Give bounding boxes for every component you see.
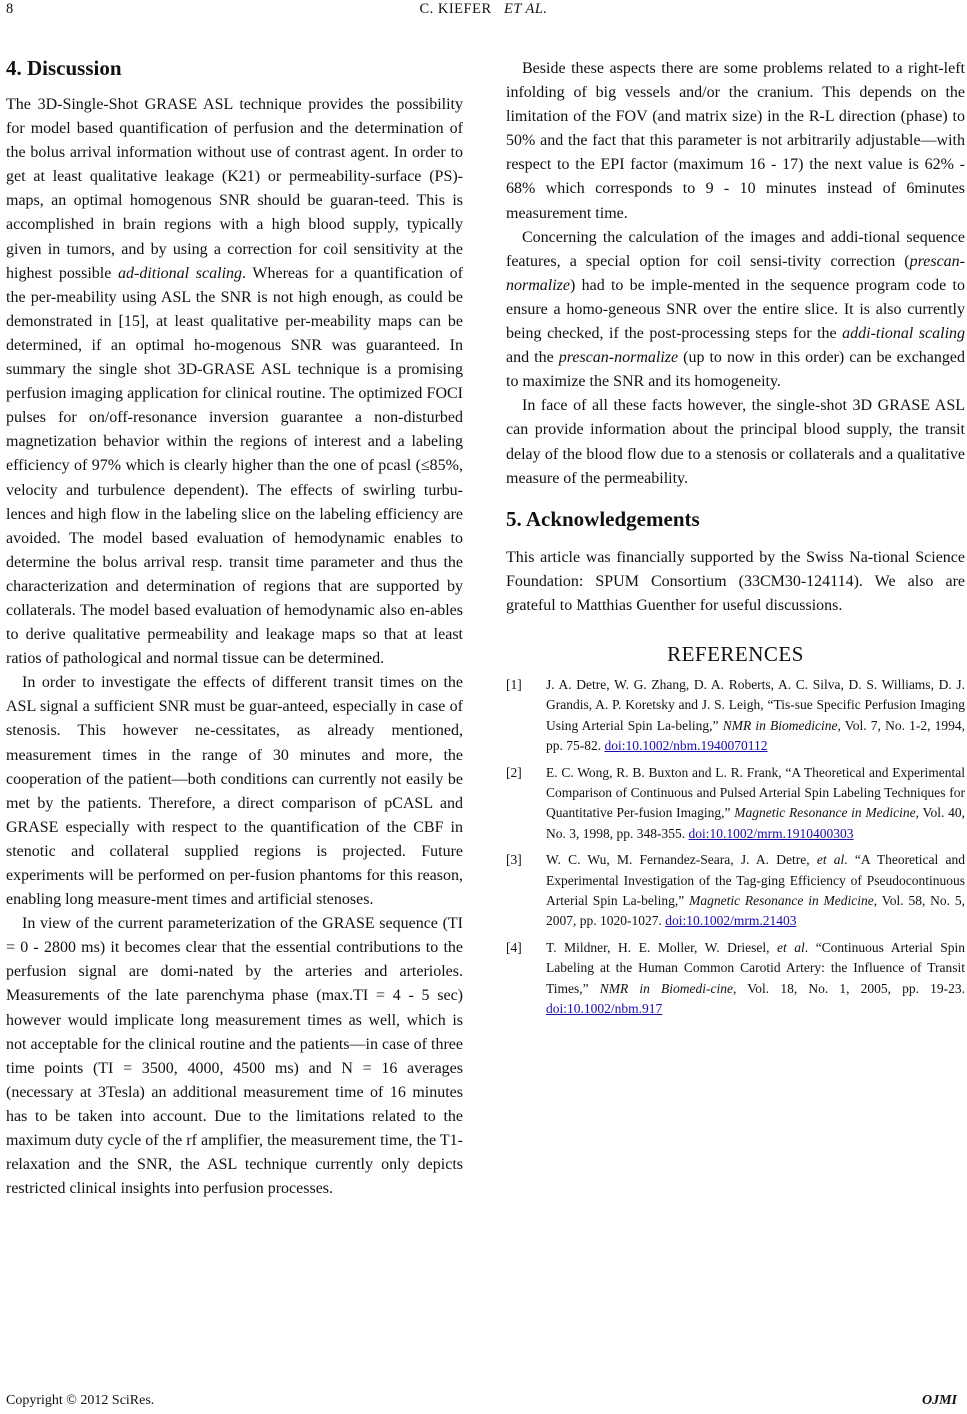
- reference-text: E. C. Wong, R. B. Buxton and L. R. Frank, “A Theoretical and Experimental Comparison of Continuous and Pulsed Arterial Spin Labeling Techniques for Quantitative Per-fusion Imaging,” Magnetic Resonance in Medicine, Vol. 40, No. 3, 1998, pp. 348-355. doi:10.1002/mrm.1910400303: [546, 764, 965, 841]
- journal-abbreviation: OJMI: [921, 1393, 957, 1408]
- discussion-paragraph-3: In view of the current parameterization of the GRASE sequence (TI = 0 - 2800 ms) it becomes clear that the essential contributions to the perfusion signal are domi-nated by the arteries and arterioles. Measurements of the late parenchyma phase (max.TI = 4 - 5 sec) however would implicate long measurement times as well, which is not acceptable for the clinical routine and the patients—in case of three time points (TI = 3500, 4000, 4500 ms) and N = 16 averages (necessary at 3Tesla) an additional measurement time of 16 minutes has to be taken into account. Due to the limitations related to the maximum duty cycle of the rf amplifier, the measurement time, the T1-relaxation and the SNR, the ASL technique currently only depicts restricted clinical insights into perfusion processes.: [6, 915, 463, 1198]
- reference-number: [3]: [506, 852, 522, 868]
- reference-number: [1]: [506, 676, 522, 692]
- page-number: 8: [6, 1, 14, 17]
- page-header: [0, 0, 967, 24]
- discussion-paragraph-2: In order to investigate the effects of different transit times on the ASL signal a sufficient SNR must be guar-anteed, especially in case of stenosis. This however ne-cessitates, as already mentioned, measurement times in the range of 30 minutes and more, the cooperation of the patient—both conditions can currently not easily be met by the patients. Therefore, a direct comparison of pCASL and GRASE especially with respect to the quantification of the CBF in stenotic and collateral supplied regions is projected. Future experiments will be performed on per-fusion phantoms for this reason, enabling long measure-ment times and artificial stenoses.: [6, 674, 463, 909]
- reference-number: [2]: [506, 764, 522, 780]
- reference-item: [506, 938, 965, 1020]
- discussion-paragraph-1: The 3D-Single-Shot GRASE ASL technique provides the possibility for model based quantification of perfusion and the determination of the bolus arrival information without use of contrast agent. In order to get at least qualitative leakage (K21) or permeability-surface (PS)-maps, an optimal homogenous SNR should be guaran-teed. This is accomplished in brain regions with a high blood supply, typically given in tumors, and by using a correction for coil sensitivity at the highest possible ad-ditional scaling. Whereas for a quantification of the per-meability using ASL the SNR is not high enough, as could be demonstrated in [15], at least qualitative per-meability maps can be determined, if an optimal ho-mogenous SNR was guaranteed. In summary the single shot 3D-GRASE ASL technique is a promising perfusion imaging application for clinical routine. The optimized FOCI pulses for on/off-resonance inversion guarantee a non-disturbed magnetization behavior within the regions of interest and a labeling efficiency of 97% which is clearly higher than the one of pcasl (≤85%, velocity and turbulence dependent). The effects of swirling turbu-lences and high flow in the labeling slice on the labeling efficiency are avoided. The model based evaluation of hemodynamic enables to determine the bolus arrival resp. transit time parameter and thus the characterization and determination of regions that are supported by collaterals. The model based evaluation of hemodynamic also en-ables to derive qualitative permeability and leakage maps so that at least ratios of pathological and normal tissue can be determined.: [6, 96, 463, 668]
- reference-item: [506, 675, 965, 757]
- discussion-paragraph-6: In face of all these facts however, the single-shot 3D GRASE ASL can provide information about the principal blood supply, the transit delay of the blood flow due to a stenosis or collaterals and a qualitative measure of the permeability.: [506, 397, 965, 487]
- references-heading: REFERENCES: [667, 641, 804, 666]
- reference-item: [506, 763, 965, 845]
- copyright-text: Copyright © 2012 SciRes.: [6, 1393, 155, 1408]
- discussion-paragraph-5: Concerning the calculation of the images and addi-tional sequence features, a special option for coil sensi-tivity correction (prescan-normalize) had to be imple-mented in the sequence program code to ensure a homo-geneous SNR over the entire slice. It is also currently being checked, if the post-processing steps for the addi-tional scaling and the prescan-normalize (up to now in this order) can be exchanged to maximize the SNR and its homogeneity.: [506, 228, 966, 391]
- left-column: [6, 50, 463, 1201]
- acknowledgements-text: This article was financially supported by the Swiss Na-tional Science Foundation: SPUM Consortium (33CM30-124114). We also are grateful to Matthias Guenther for useful discussions.: [506, 548, 965, 614]
- reference-text: T. Mildner, H. E. Moller, W. Driesel, et al. “Continuous Arterial Spin Labeling at the Human Common Carotid Artery: the Influence of Transit Times,” NMR in Biomedi-cine, Vol. 18, No. 1, 2005, pp. 19-23. doi:10.1002/nbm.917: [546, 939, 966, 1017]
- running-head: [0, 1, 967, 18]
- reference-text: J. A. Detre, W. G. Zhang, D. A. Roberts, A. C. Silva, D. S. Williams, D. J. Grandis, A. P. Koretsky and J. S. Leigh, “Tis-sue Specific Perfusion Imaging Using Arterial Spin La-beling,” NMR in Biomedicine, Vol. 7, No. 1-2, 1994, pp. 75-82. doi:10.1002/nbm.1940070112: [546, 676, 965, 754]
- discussion-paragraph-4: Beside these aspects there are some problems related to a right-left infolding of big vessels and/or the cranium. This depends on the limitation of the FOV (and matrix size) in the R-L direction (phase) to 50% and the fact that this parameter is not arbitrarily adjustable—with respect to the EPI factor (maximum 16 - 17) the next value is 62% - 68% which corresponds to 9 - 10 minutes instead of 6minutes measurement time.: [506, 60, 965, 222]
- running-head-etal: ET AL.: [503, 1, 548, 17]
- doi-link[interactable]: doi:10.1002/nbm.917: [546, 1001, 663, 1017]
- page-footer: [0, 1393, 967, 1413]
- doi-link[interactable]: doi:10.1002/nbm.1940070112: [604, 738, 768, 754]
- running-head-author: C. KIEFER: [419, 1, 492, 17]
- doi-link[interactable]: doi:10.1002/mrm.1910400303: [688, 825, 854, 841]
- doi-link[interactable]: doi:10.1002/mrm.21403: [665, 913, 797, 929]
- acknowledgements-heading: 5. Acknowledgements: [506, 506, 700, 531]
- discussion-heading: 4. Discussion: [6, 56, 122, 80]
- right-column: [506, 57, 965, 1019]
- reference-item: [506, 850, 965, 932]
- reference-text: W. C. Wu, M. Fernandez-Seara, J. A. Detre, et al. “A Theoretical and Experimental Investigation of the Tag-ging Efficiency of Pseudocontinuous Arterial Spin La-beling,” Magnetic Resonance in Medicine, Vol. 58, No. 5, 2007, pp. 1020-1027. doi:10.1002/mrm.21403: [546, 852, 965, 929]
- reference-number: [4]: [506, 939, 522, 955]
